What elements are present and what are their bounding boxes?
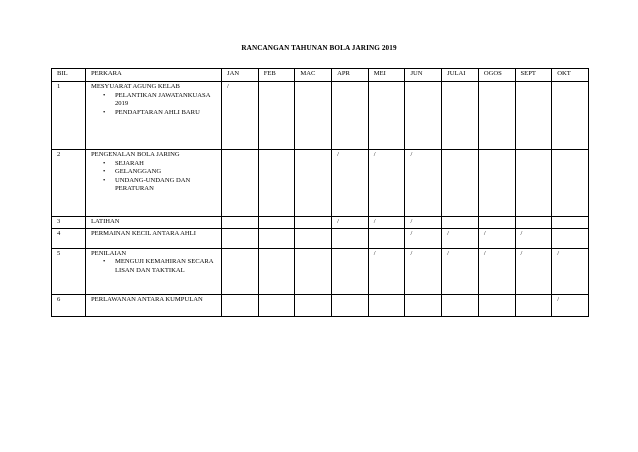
activity-label: PENGENALAN BOLA JARING: [91, 151, 180, 158]
cell-mark-okt: /: [552, 248, 589, 294]
cell-mark-ogos: [478, 217, 515, 229]
cell-perkara: [86, 228, 222, 248]
cell-mark-jan: [222, 150, 259, 217]
cell-mark-jun: /: [405, 150, 442, 217]
cell-mark-okt: [552, 228, 589, 248]
cell-mark-okt: [552, 82, 589, 150]
cell-mark-sept: [515, 294, 552, 316]
cell-mark-apr: [332, 248, 369, 294]
cell-mark-julai: /: [442, 248, 479, 294]
table-row: [52, 82, 589, 150]
subitem-list: [91, 258, 218, 275]
cell-mark-apr: [332, 82, 369, 150]
cell-mark-ogos: /: [478, 228, 515, 248]
subitem: • PELANTIKAN JAWATANKUASA 2019: [115, 92, 218, 109]
cell-mark-feb: [258, 228, 295, 248]
header-feb: FEB: [258, 69, 295, 82]
cell-mark-sept: [515, 82, 552, 150]
cell-mark-julai: [442, 150, 479, 217]
cell-mark-mac: [295, 294, 332, 316]
cell-mark-jan: [222, 248, 259, 294]
cell-mark-apr: /: [332, 150, 369, 217]
activity-label: PENILAIAN: [91, 249, 127, 257]
subitem: • PENDAFTARAN AHLI BARU: [115, 109, 218, 118]
cell-perkara: [86, 294, 222, 316]
header-mei: MEI: [368, 69, 405, 82]
cell-mark-ogos: [478, 294, 515, 316]
activity-label: LATIHAN: [91, 218, 120, 225]
cell-bil: 4: [52, 228, 86, 248]
cell-mark-apr: [332, 228, 369, 248]
table-row: [52, 248, 589, 294]
activity-label: PERMAINAN KECIL ANTARA AHLI: [91, 229, 196, 237]
subitem-list: [91, 92, 218, 118]
cell-mark-mei: [368, 294, 405, 316]
header-ogos: OGOS: [478, 69, 515, 82]
cell-mark-okt: [552, 150, 589, 217]
subitem: • SEJARAH: [115, 160, 218, 169]
cell-perkara: [86, 150, 222, 217]
cell-mark-mac: [295, 82, 332, 150]
cell-perkara: [86, 217, 222, 229]
cell-mark-feb: [258, 248, 295, 294]
cell-mark-mac: [295, 150, 332, 217]
cell-mark-feb: [258, 217, 295, 229]
annual-plan-table: [51, 68, 589, 317]
cell-mark-sept: /: [515, 228, 552, 248]
activity-label: MESYUARAT AGUNG KELAB: [91, 83, 180, 90]
cell-perkara: [86, 248, 222, 294]
cell-mark-jan: /: [222, 82, 259, 150]
cell-mark-sept: [515, 150, 552, 217]
cell-mark-mei: [368, 228, 405, 248]
cell-mark-mei: /: [368, 248, 405, 294]
page-title: RANCANGAN TAHUNAN BOLA JARING 2019: [241, 44, 397, 52]
table-header-row: [52, 69, 589, 82]
cell-mark-julai: [442, 294, 479, 316]
cell-bil: 5: [52, 248, 86, 294]
cell-mark-jan: [222, 228, 259, 248]
cell-mark-ogos: /: [478, 248, 515, 294]
table-row: [52, 294, 589, 316]
cell-mark-mei: /: [368, 150, 405, 217]
cell-mark-feb: [258, 82, 295, 150]
cell-mark-jan: [222, 217, 259, 229]
header-apr: APR: [332, 69, 369, 82]
cell-mark-ogos: [478, 150, 515, 217]
header-mac: MAC: [295, 69, 332, 82]
cell-mark-sept: /: [515, 248, 552, 294]
cell-mark-mei: /: [368, 217, 405, 229]
cell-mark-apr: [332, 294, 369, 316]
header-jun: JUN: [405, 69, 442, 82]
subitem: • GELANGGANG: [115, 168, 218, 177]
cell-mark-okt: /: [552, 294, 589, 316]
cell-mark-jun: /: [405, 248, 442, 294]
cell-mark-mac: [295, 228, 332, 248]
header-okt: OKT: [552, 69, 589, 82]
cell-mark-sept: [515, 217, 552, 229]
cell-mark-mac: [295, 217, 332, 229]
cell-mark-mei: [368, 82, 405, 150]
cell-mark-julai: [442, 217, 479, 229]
header-sept: SEPT: [515, 69, 552, 82]
subitem: • UNDANG-UNDANG DAN PERATURAN: [115, 177, 218, 194]
subitem: • MENGUJI KEMAHIRAN SECARA LISAN DAN TAKTIKAL: [115, 258, 218, 275]
cell-mark-feb: [258, 150, 295, 217]
cell-mark-ogos: [478, 82, 515, 150]
header-perkara: PERKARA: [86, 69, 222, 82]
cell-bil: 3: [52, 217, 86, 229]
cell-bil: 1: [52, 82, 86, 150]
cell-bil: 6: [52, 294, 86, 316]
activity-label: PERLAWANAN ANTARA KUMPULAN: [91, 295, 203, 303]
header-julai: JULAI: [442, 69, 479, 82]
cell-perkara: [86, 82, 222, 150]
subitem-list: [91, 160, 218, 194]
cell-mark-jun: /: [405, 217, 442, 229]
cell-mark-jan: [222, 294, 259, 316]
cell-mark-jun: [405, 82, 442, 150]
header-jan: JAN: [222, 69, 259, 82]
cell-mark-jun: [405, 294, 442, 316]
cell-mark-jun: /: [405, 228, 442, 248]
table-row: [52, 217, 589, 229]
cell-mark-feb: [258, 294, 295, 316]
cell-bil: 2: [52, 150, 86, 217]
cell-mark-julai: /: [442, 228, 479, 248]
header-bil: BIL: [52, 69, 86, 82]
cell-mark-apr: /: [332, 217, 369, 229]
table-row: [52, 228, 589, 248]
cell-mark-julai: [442, 82, 479, 150]
table-row: [52, 150, 589, 217]
cell-mark-okt: [552, 217, 589, 229]
cell-mark-mac: [295, 248, 332, 294]
